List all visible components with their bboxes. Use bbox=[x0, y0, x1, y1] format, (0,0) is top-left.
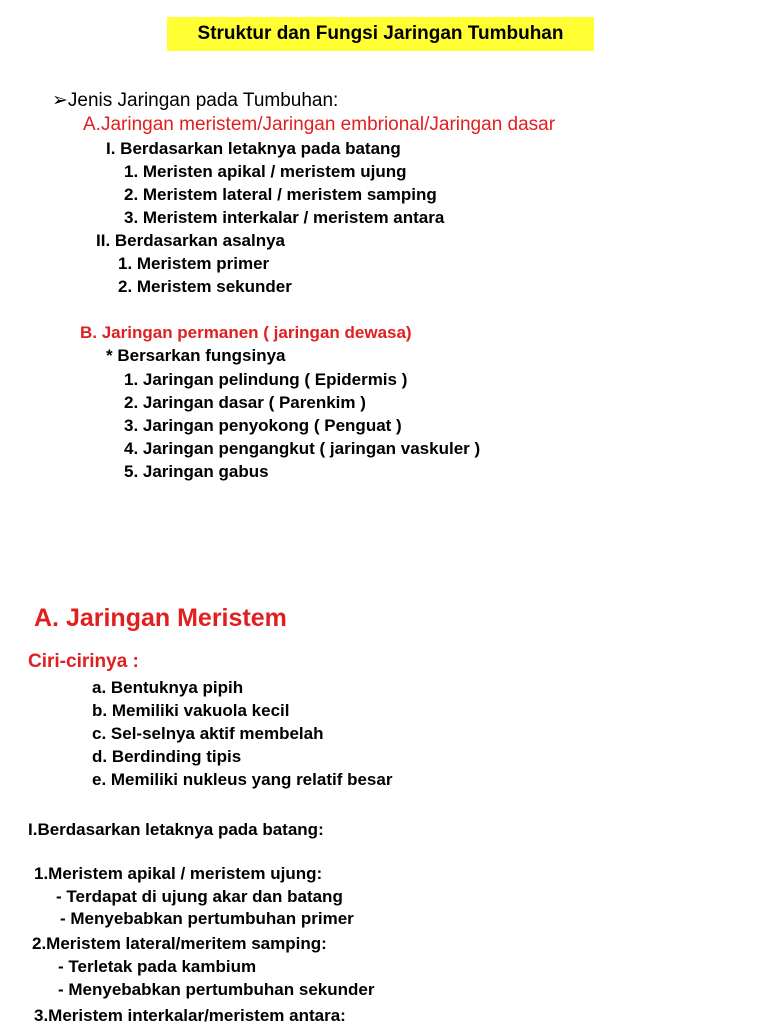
subcategory-origin-label: II. Berdasarkan asalnya bbox=[96, 231, 286, 250]
list-item: a. Bentuknya pipih bbox=[92, 678, 244, 697]
meristem-section-heading: A. Jaringan Meristem bbox=[34, 604, 287, 632]
list-item: 4. Jaringan pengangkut ( jaringan vaskuler ) bbox=[124, 439, 481, 458]
list-item: 1. Meristem primer bbox=[118, 254, 270, 273]
section-heading-text: Jenis Jaringan pada Tumbuhan: bbox=[67, 90, 339, 111]
list-item: - Menyebabkan pertumbuhan primer bbox=[60, 909, 354, 928]
arrow-bullet-icon: ➢ bbox=[52, 90, 68, 111]
list-item: c. Sel-selnya aktif membelah bbox=[92, 724, 324, 743]
list-item: 5. Jaringan gabus bbox=[124, 462, 269, 481]
page-title: Struktur dan Fungsi Jaringan Tumbuhan bbox=[167, 17, 594, 51]
list-item: b. Memiliki vakuola kecil bbox=[92, 701, 290, 720]
meristem-category-label: A.Jaringan meristem/Jaringan embrional/Jaringan dasar bbox=[83, 114, 556, 135]
list-item: 2. Meristem sekunder bbox=[118, 277, 292, 296]
section-heading bbox=[52, 89, 338, 112]
apical-meristem-heading: 1.Meristem apikal / meristem ujung: bbox=[34, 864, 323, 883]
location-heading: I.Berdasarkan letaknya pada batang: bbox=[28, 820, 324, 839]
list-item: 3. Meristem interkalar / meristem antara bbox=[124, 208, 445, 227]
list-item: 2. Meristem lateral / meristem samping bbox=[124, 185, 437, 204]
list-item: 3. Jaringan penyokong ( Penguat ) bbox=[124, 416, 402, 435]
list-item: - Menyebabkan pertumbuhan sekunder bbox=[58, 980, 375, 999]
list-item: 1. Jaringan pelindung ( Epidermis ) bbox=[124, 370, 408, 389]
lateral-meristem-heading: 2.Meristem lateral/meritem samping: bbox=[32, 934, 327, 953]
permanent-category-label: B. Jaringan permanen ( jaringan dewasa) bbox=[80, 323, 412, 342]
intercalary-meristem-heading: 3.Meristem interkalar/meristem antara: bbox=[34, 1006, 346, 1025]
list-item: d. Berdinding tipis bbox=[92, 747, 242, 766]
list-item: - Terdapat di ujung akar dan batang bbox=[56, 887, 343, 906]
list-item: 1. Meristen apikal / meristem ujung bbox=[124, 162, 407, 181]
list-item: e. Memiliki nukleus yang relatif besar bbox=[92, 770, 393, 789]
list-item: - Terletak pada kambium bbox=[58, 957, 257, 976]
subcategory-location-label: I. Berdasarkan letaknya pada batang bbox=[106, 139, 401, 158]
function-sub-label: * Bersarkan fungsinya bbox=[106, 346, 286, 365]
list-item: 2. Jaringan dasar ( Parenkim ) bbox=[124, 393, 366, 412]
characteristics-label: Ciri-cirinya : bbox=[28, 651, 139, 672]
